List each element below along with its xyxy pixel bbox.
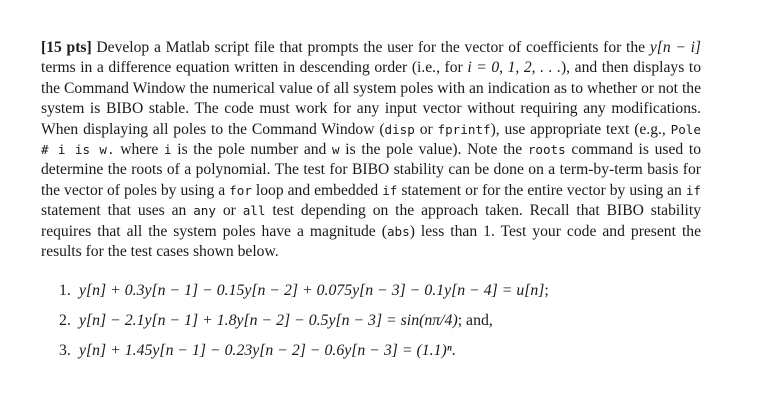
statement-text: Develop a Matlab script file that prompts the user for the vector of coefficients for the <box>91 39 650 56</box>
inline-code: if <box>382 182 398 198</box>
difference-equation: y[n] − 2.1y[n − 1] + 1.8y[n − 2] − 0.5y[n − 3] = sin(nπ/4) <box>79 312 458 330</box>
statement-text: is the pole value). Note the <box>339 141 528 159</box>
problem-page <box>41 38 701 366</box>
inline-code: w <box>332 142 340 158</box>
inline-code: all <box>242 203 266 219</box>
inline-code: i <box>163 142 172 158</box>
statement-text: test depending on the approach taken. Recall that BIBO stability requires that all the system poles have a magnitude ( <box>41 202 701 240</box>
inline-code: roots <box>527 142 566 158</box>
equation-punctuation: . <box>451 342 456 360</box>
problem-statement <box>41 38 701 262</box>
test-case-list <box>59 276 701 366</box>
statement-text: is the pole number and <box>171 141 333 159</box>
statement-text: ) less than 1. Test your code and present the results for the test cases shown below. <box>41 222 701 261</box>
statement-text: or <box>215 202 243 220</box>
test-case-number: 2. <box>59 312 71 330</box>
statement-text: ), and then displays to the Command Window the numerical value of all system poles with an indication as to whether or not the system is BIBO stable. The code must work for any input vector without requiring any modifications. When displaying all poles to the Command Window ( <box>41 59 701 138</box>
inline-math: y[n − i] <box>649 39 702 56</box>
equation-punctuation: ; <box>544 282 549 300</box>
statement-text: ), use appropriate text (e.g., <box>490 120 671 138</box>
statement-text: terms in a difference equation written in descending order (i.e., for <box>41 59 468 77</box>
difference-equation: y[n] + 0.3y[n − 1] − 0.15y[n − 2] + 0.075y[n − 3] − 0.1y[n − 4] = u[n] <box>79 282 545 300</box>
statement-text: statement or for the entire vector by using an <box>397 181 686 199</box>
test-case-equation <box>59 276 701 306</box>
inline-code: disp <box>384 121 415 137</box>
statement-text: loop and embedded <box>251 181 383 199</box>
inline-code: for <box>229 182 252 198</box>
test-case-number: 3. <box>59 342 71 360</box>
inline-code: Pole # i is w. <box>41 121 701 158</box>
inline-code: abs <box>386 223 410 239</box>
inline-code: any <box>193 203 216 219</box>
inline-code: fprintf <box>437 121 491 137</box>
points-label: [15 pts] <box>41 39 92 56</box>
inline-math: i = 0, 1, 2, . . . <box>467 59 561 77</box>
test-case-number: 1. <box>59 282 71 300</box>
statement-text: where <box>114 141 164 159</box>
inline-code: if <box>685 182 702 198</box>
statement-text: statement that uses an <box>41 202 194 220</box>
test-case-equation <box>59 306 701 336</box>
statement-text: or <box>414 120 438 138</box>
equation-punctuation: ; and, <box>457 312 493 330</box>
difference-equation: y[n] + 1.45y[n − 1] − 0.23y[n − 2] − 0.6y[n − 3] = (1.1)ⁿ <box>79 342 452 360</box>
statement-text: command is used to determine the roots of a polynomial. The test for BIBO stability can be done on a term-by-term basis for the vector of poles by using a <box>41 141 702 199</box>
test-case-equation <box>59 336 701 366</box>
